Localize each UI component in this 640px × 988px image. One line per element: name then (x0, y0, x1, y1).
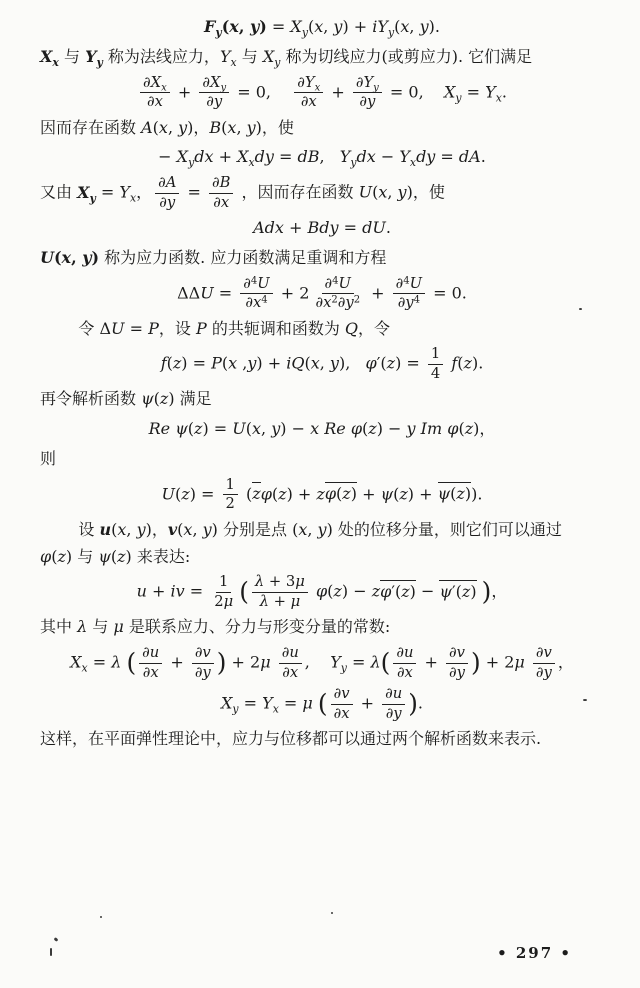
scan-speck (583, 699, 587, 701)
scan-speck (54, 937, 59, 942)
scan-speck (331, 912, 333, 914)
paragraph-line: 其中 λ 与 μ 是联系应力、分力与形变分量的常数: (40, 617, 391, 637)
scan-speck (579, 308, 582, 310)
formula-line: $\frac{\partial X_x}{\partial x}$ + $\frac{\partial X_y}{\partial y}$ = 0, $\frac{\partial Y_x}{\partial x}$ + $\frac{\partial Y_y}{\partial y}$ = 0, $X_y = Y_x$. (40, 75, 604, 111)
paragraph-line: $X_x$ 与 $Y_y$ 称为法线应力，$Y_x$ 与 $X_y$ 称为切线应力(或剪应力). 它们满足 (40, 46, 533, 69)
formula-line: Re ψ(z) = U(x, y) − x Re φ(z) − y Im φ(z)， (148, 419, 496, 439)
formula-line: U(z) = $\frac{1}{2}$ (zφ(z) + zφ(z) + ψ(z) + ψ(z)). (161, 475, 483, 513)
paragraph-line: 设 u(x, y)，v(x, y) 分别是点 (x, y) 处的位移分量，则它们可以通过 (78, 519, 562, 539)
formula-line: ΔΔU = $\frac{\partial^4U}{\partial x^4}$ + 2 $\frac{\partial^4U}{\partial x^2\partial y^2}$ + $\frac{\partial^4U}{\partial y^4}$ = 0. (177, 274, 467, 312)
scan-speck (50, 948, 52, 956)
paragraph-line: 再令解析函数 ψ(z) 满足 (40, 389, 212, 409)
page-content (40, 15, 604, 752)
paragraph-line: φ(z) 与 ψ(z) 来表达: (40, 546, 191, 566)
paragraph-line: 则 (40, 449, 57, 469)
paragraph-line: 这样，在平面弹性理论中，应力与位移都可以通过两个解析函数来表示. (40, 729, 542, 749)
paragraph-line: 因而存在函数 A(x, y)，B(x, y)，使 (40, 117, 294, 137)
paragraph-line: 令 ΔU = P，设 P 的共轭调和函数为 Q，令 (78, 318, 391, 338)
paragraph-line: 又由 $X_y = Y_x$， $\frac{\partial A}{\partial y}$ = $\frac{\partial B}{\partial x}$ ，因而存在函数 U(x, y)，使 (40, 174, 445, 211)
page-number: • 297 • (497, 944, 572, 962)
formula-line: $F_y(x$, $y) = X_y(x$, $y) + iY_y(x$, y). (204, 17, 440, 39)
formula-line: $X_x = \lambda$ ( $\frac{\partial u}{\partial x}$ + $\frac{\partial v}{\partial y}$ ) + 2μ $\frac{\partial u}{\partial x}$ , $Y_y = \lambda$( $\frac{\partial u}{\partial x}$ + $\frac{\partial v}{\partial y}$ ) + 2μ $\frac{\partial v}{\partial y}$ ， (70, 644, 574, 681)
scan-speck (100, 916, 102, 918)
formula-line: − $X_ydx + X_xdy$ = dB, $Y_ydx - Y_xdy$ = dA. (158, 147, 486, 170)
formula-line: Adx + Bdy = dU. (253, 218, 391, 238)
formula-line: f(z) = P(x ,y) + iQ(x, y), φ′(z) = $\frac{1}{4}$ f(z). (160, 345, 484, 382)
paragraph-line: U(x, y) 称为应力函数. 应力函数满足重调和方程 (40, 247, 387, 267)
formula-line: $X_y = Y_x = \mu$ ( $\frac{\partial v}{\partial x}$ + $\frac{\partial u}{\partial y}$ ). (221, 685, 423, 722)
formula-line: u + iv = $\frac{1}{2\mu}$ ( $\frac{\lambda + 3\mu}{\lambda + \mu}$ φ(z) − zφ′(z) − ψ′(z) )， (136, 573, 508, 610)
